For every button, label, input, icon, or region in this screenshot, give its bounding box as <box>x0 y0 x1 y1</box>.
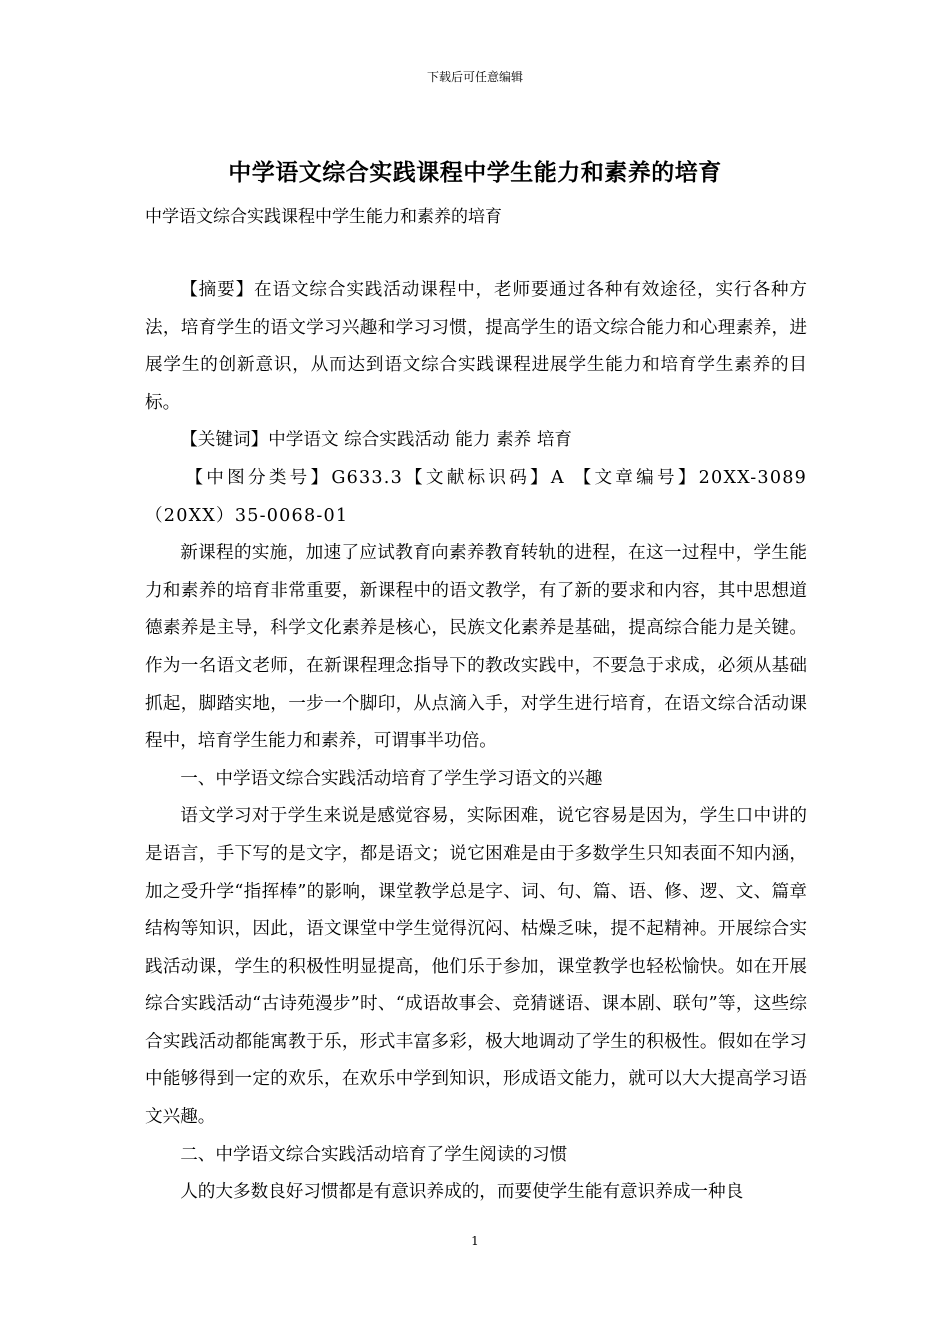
section-two-paragraph: 人的大多数良好习惯都是有意识养成的，而要使学生能有意识养成一种良 <box>180 1182 744 1203</box>
section-heading-one: 一、中学语文综合实践活动培育了学生学习语文的兴趣 <box>180 768 603 789</box>
document-body <box>145 272 807 1212</box>
document-title: 中学语文综合实践课程中学生能力和素养的培育 <box>228 159 722 186</box>
page-number: 1 <box>471 1234 479 1248</box>
intro-paragraph: 新课程的实施，加速了应试教育向素养教育转轨的进程，在这一过程中，学生能力和素养的培育非常重要，新课程中的语文教学，有了新的要求和内容，其中思想道德素养是主导，科学文化素养是核心，民族文化素养是基础，提高综合能力是关键。作为一名语文老师，在新课程理念指导下的教改实践中，不要急于求成，必须从基础抓起，脚踏实地，一步一个脚印，从点滴入手，对学生进行培育，在语文综合活动课程中，培育学生能力和素养，可谓事半功倍。 <box>145 543 807 752</box>
section-one-paragraph: 语文学习对于学生来说是感觉容易，实际困难，说它容易是因为，学生口中讲的是语言，手下写的是文字，都是语文；说它困难是由于多数学生只知表面不知内涵，加之受升学“指挥棒”的影响，课堂教学总是字、词、句、篇、语、修、逻、文、篇章结构等知识，因此，语文课堂中学生觉得沉闷、枯燥乏味，提不起精神。开展综合实践活动课，学生的积极性明显提高，他们乐于参加，课堂教学也轻松愉快。如在开展综合实践活动“古诗苑漫步”时、“成语故事会、竞猜谜语、课本剧、联句”等，这些综合实践活动都能寓教于乐，形式丰富多彩，极大地调动了学生的积极性。假如在学习中能够得到一定的欢乐，在欢乐中学到知识，形成语文能力，就可以大大提高学习语文兴趣。 <box>145 806 807 1128</box>
header-note: 下载后可任意编辑 <box>426 70 523 84</box>
section-heading-two: 二、中学语文综合实践活动培育了学生阅读的习惯 <box>180 1144 568 1165</box>
abstract-paragraph: 【摘要】在语文综合实践活动课程中，老师要通过各种有效途径，实行各种方法，培育学生的语文学习兴趣和学习习惯，提高学生的语文综合能力和心理素养，进展学生的创新意识，从而达到语文综合实践课程进展学生能力和培育学生素养的目标。 <box>145 280 807 413</box>
document-subtitle: 中学语文综合实践课程中学生能力和素养的培育 <box>145 207 502 227</box>
classification-paragraph: 【中图分类号】G633.3【文献标识码】A 【文章编号】20XX-3089（20XX）35-0068-01 <box>145 467 807 526</box>
keywords-paragraph: 【关键词】中学语文 综合实践活动 能力 素养 培育 <box>180 430 573 451</box>
